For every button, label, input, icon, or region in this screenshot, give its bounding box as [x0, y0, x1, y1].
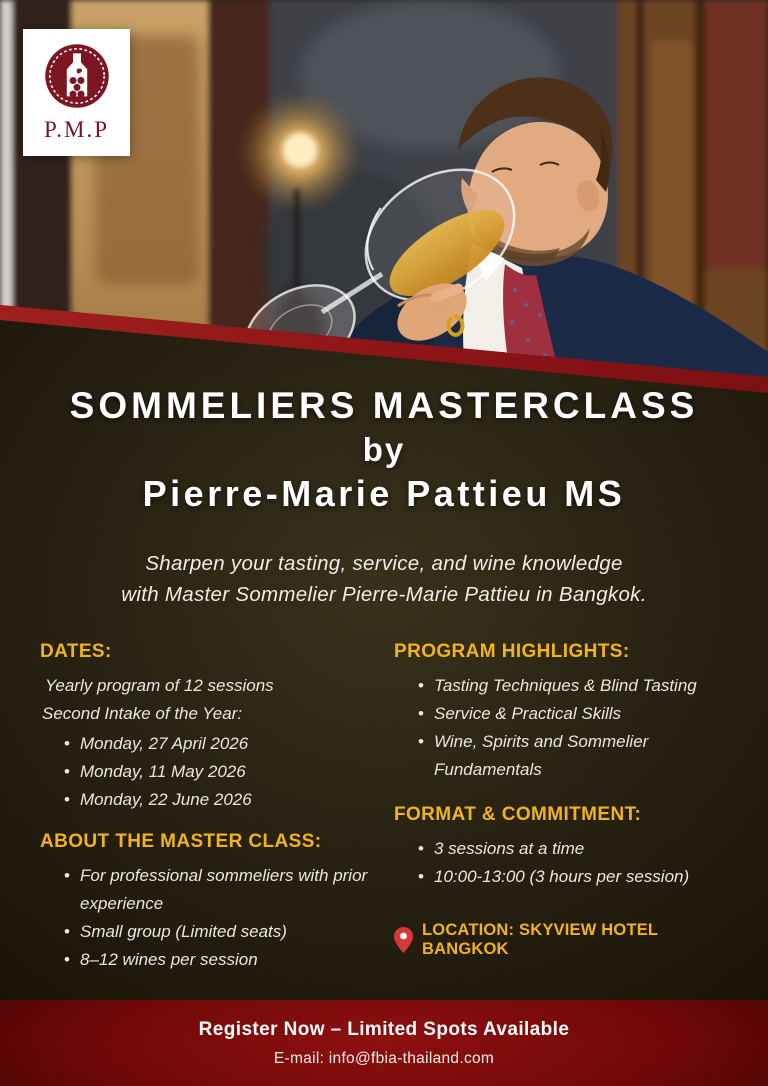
format-list [394, 835, 746, 891]
poster-subtitle [0, 548, 768, 610]
subtitle-line-2: with Master Sommelier Pierre-Marie Pattieu in Bangkok. [121, 583, 647, 606]
list-item: • Wine, Spirits and Sommelier Fundamentals [418, 728, 746, 784]
title-line-2: by [362, 431, 406, 468]
list-item: • Monday, 11 May 2026 [64, 758, 370, 786]
wine-bottle-grapes-icon [43, 42, 111, 110]
footer-register-line: Register Now – Limited Spots Available [198, 1018, 570, 1040]
list-item: • 8–12 wines per session [64, 946, 370, 974]
subtitle-line-1: Sharpen your tasting, service, and wine knowledge [145, 552, 623, 575]
right-column [394, 641, 746, 974]
title-line-3: Pierre-Marie Pattieu MS [142, 473, 626, 514]
list-item: • Service & Practical Skills [418, 700, 746, 728]
left-column [40, 641, 370, 974]
title-line-1: SOMMELIERS MASTERCLASS [69, 385, 699, 426]
dates-intro-1: Yearly program of 12 sessions [45, 676, 274, 695]
about-heading: ABOUT THE MASTER CLASS: [40, 831, 322, 852]
list-item: • Monday, 22 June 2026 [64, 786, 370, 814]
list-item: • Tasting Techniques & Blind Tasting [418, 672, 746, 700]
poster-title [0, 384, 768, 516]
format-heading: FORMAT & COMMITMENT: [394, 804, 642, 825]
map-pin-icon [394, 927, 413, 953]
highlights-heading: PROGRAM HIGHLIGHTS: [394, 641, 630, 662]
list-item: • Small group (Limited seats) [64, 918, 370, 946]
pmp-logo [23, 29, 130, 156]
list-item: • 10:00-13:00 (3 hours per session) [418, 863, 746, 891]
dates-heading: DATES: [40, 641, 112, 662]
location-label: LOCATION: SKYVIEW HOTEL BANGKOK [422, 921, 658, 958]
footer-bar [0, 1000, 768, 1086]
about-list [40, 862, 370, 974]
list-item: • For professional sommeliers with prior experience [64, 862, 370, 918]
logo-monogram: P.M.P [44, 117, 109, 142]
dates-intro-2: Second Intake of the Year: [42, 703, 243, 723]
dates-list [40, 730, 370, 814]
list-item: • Monday, 27 April 2026 [64, 730, 370, 758]
footer-email-line: E-mail: info@fbia-thailand.com [273, 1049, 495, 1067]
location-row [394, 921, 746, 959]
highlights-list [394, 672, 746, 784]
list-item: • 3 sessions at a time [418, 835, 746, 863]
details-columns [40, 641, 746, 974]
